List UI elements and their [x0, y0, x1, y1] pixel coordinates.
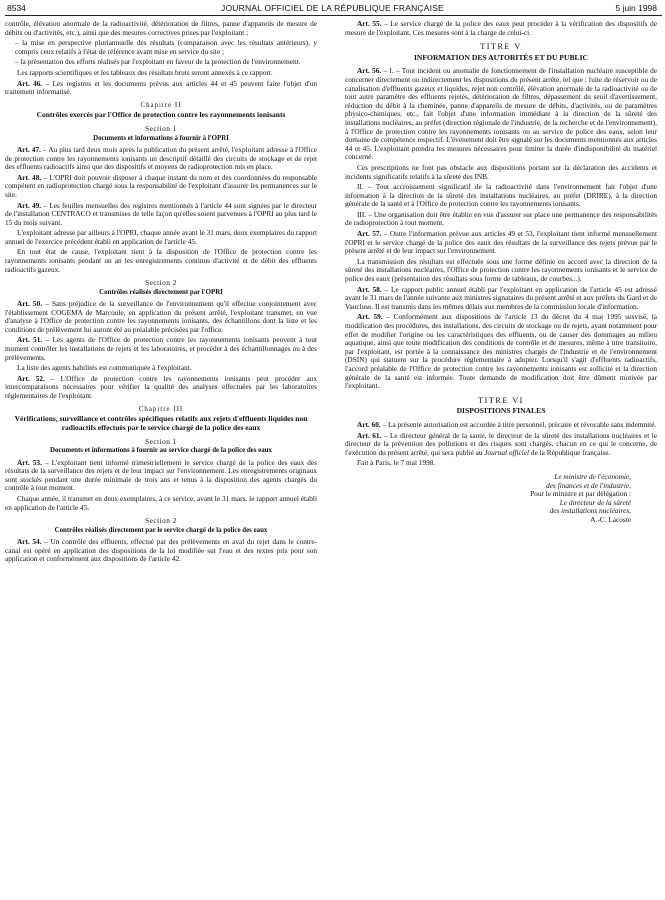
signatory-line: Le ministre de l'économie, [554, 471, 631, 481]
paragraph: III. – Une organisation doit être établie en vue d'assurer sur place une permanence des responsabilités de radioprotection à tout moment. [345, 209, 657, 228]
article-label: Art. 59. [357, 312, 383, 322]
paragraph: Ces prescriptions ne font pas obstacle aux dispositions portant sur la déclaration des accidents et incidents significatifs relatifs à la sûreté des INB. [345, 162, 657, 181]
journal-title: JOURNAL OFFICIEL DE LA RÉPUBLIQUE FRANÇAISE [221, 3, 444, 13]
article-label: Art. 46. [17, 78, 43, 88]
article-56 [345, 67, 657, 162]
article-text: – Les feuilles mensuelles des registres mentionnés à l'article 44 sont signées par le directeur de l'installation CENTRACO et transmises de telle façon qu'elles soient parvenues à l'OPRI au plus tard le 15 du mois suivant. [5, 200, 318, 227]
article-label: Art. 50. [17, 299, 43, 309]
article-53 [5, 459, 317, 493]
article-label: Art. 52. [17, 373, 45, 383]
signature-date: Fait à Paris, le 7 mai 1998. [357, 458, 436, 468]
article-label: Art. 57. [357, 229, 382, 239]
article-text: – Outre l'information prévue aux articles 49 et 53, l'exploitant tient informé mensuellement l'OPRI et le service chargé de la police des eaux des résultats de la surveillance des rejets prévue par le présent arrêté et de leur impact sur l'environnement. [345, 229, 657, 256]
article-46 [5, 80, 317, 97]
article-55 [345, 20, 657, 37]
article-50 [5, 300, 317, 334]
article-text: – La présente autorisation est accordée à titre personnel, précaire et révocable sans indemnité. [380, 419, 657, 429]
section-heading: Section 1 [145, 436, 177, 446]
page-number: 8534 [7, 3, 26, 13]
article-text: – Sans préjudice de la surveillance de l'environnement qu'il effectue conjointement avec l'établissement COGEMA de Marcoule, en application du présent arrêté, l'exploitant transmet, en vue d'analyse à l'Office de protection contre les rayonnements ionisants, des échantillons dont la liste et les conditions de prélèvement lui auront été au préalable précisées par l'office. [5, 299, 317, 334]
paragraph: Chaque année, il transmet en deux exemplaires, à ce service, avant le 31 mars, le rapport annuel établi en application de l'article 45. [5, 493, 317, 512]
article-text: – Au plus tard deux mois après la publication du présent arrêté, l'exploitant adresse à l'Office de protection contre les rayonnements ionisants un descriptif détaillé des circuits de stockage et de rejet des effluents radioactifs ainsi que des dispositifs et moyens de radioprotection mis en place. [5, 144, 317, 172]
article-label: Art. 48. [17, 172, 42, 182]
article-label: Art. 55. [357, 19, 382, 28]
article-text: – Le service chargé de la police des eaux peut procéder à la vérification des dispositifs de mesure de l'exploitant. Ces mesures sont à la charge de celui-ci. [345, 19, 657, 37]
bullet-item: – la présentation des efforts réalisés par l'exploitant en faveur de la protection de l'environnement. [15, 57, 301, 67]
delegation-line: Pour le ministre et par délégation : [530, 489, 631, 499]
section-title: Contrôles réalisés directement par le service chargé de la police des eaux [54, 526, 268, 534]
paragraph: En tout état de cause, l'exploitant tient à la disposition de l'Office de protection contre les rayonnements ionisants pendant un an les enregistrements continus d'activité et de débit des effluents radioactifs gazeux. [5, 247, 317, 274]
article-text: – Conformément aux dispositions de l'article 13 du décret du 4 mai 1995 susvisé, la modification des procédures, des installations, des circuits de stockage ou de rejets, ayant notamment pour effet de modifier l'origine ou les caractéristiques des effluents, ou de causer des dommages au milieu aquatique, ainsi que toute modification des conditions de contrôle et de mesures, même à titre transitoire, par l'exploitant, est portée à la connaissance des ministres chargés de l'industrie et de l'environnement (DSIN) qui statuent sur la procédure réglementaire à adopter. Lorsqu'il s'agit d'effluents radioactifs, l'accord préalable de l'Office de protection contre les rayonnements ionisants est sollicité et la direction générale de la santé est informée. Toute demande de modification doit être dûment motivée par l'exploitant. [345, 312, 657, 391]
section-heading: Section 1 [145, 124, 177, 134]
journal-reference: Journal officiel [484, 447, 530, 457]
article-label: Art. 49. [17, 200, 42, 210]
paragraph: II. – Tout accroissement significatif de la radioactivité dans l'environnement fait l'objet d'une information à la direction de la sûreté des installations nucléaires, au préfet (DRIRE), à la direction générale de la santé et à l'Office de protection contre les rayonnements ionisants. [345, 182, 657, 209]
title-subject: INFORMATION DES AUTORITÉS ET DU PUBLIC [413, 52, 589, 62]
article-label: Art. 54. [17, 536, 42, 546]
article-51 [5, 336, 317, 362]
section-heading: Section 2 [145, 516, 177, 526]
article-text: – L'OPRI doit pouvoir disposer à chaque instant du nom et des coordonnées du responsable compétent en radioprotection chargé sous la responsabilité de l'exploitant d'assurer les permanences sur le site. [5, 172, 317, 199]
title-subject: DISPOSITIONS FINALES [456, 406, 546, 416]
article-text: – Un contrôle des effluents, effectué par des prélèvements en aval du rejet dans le contre-canal est opéré en application des dispositions de la loi modifiée sur l'eau et des textes pris pour son application et conformément aux dispositions de l'article 42. [5, 536, 318, 564]
article-text: – Le directeur général de la santé, le directeur de la sûreté des installations nucléaires et le directeur de la prévention des pollutions et des risques sont chargés, chacun en ce qui le concerne, de l'exécution du présent arrêté, qui sera publié au [345, 430, 657, 457]
article-58 [345, 286, 657, 312]
title-heading: TITRE VI [478, 395, 524, 405]
article-label: Art. 60. [357, 419, 381, 429]
article-label: Art. 47. [17, 144, 41, 154]
signature-block [345, 473, 657, 525]
article-57 [345, 230, 657, 256]
signatory-name: A.-C. Lacoste [590, 514, 631, 524]
section-title: Documents et informations à fournir à l'OPRI [93, 134, 229, 142]
section-heading: Section 2 [145, 278, 177, 288]
article-47 [5, 146, 317, 172]
article-text: – Les agents de l'Office de protection contre les rayonnements ionisants peuvent à tout moment contrôler les installations de rejets et les laboratoires, et procéder à des échantillonnages ou à des prélèvements. [5, 335, 317, 362]
chapter-title: Contrôles exercés par l'Office de protection contre les rayonnements ionisants [36, 110, 286, 120]
article-label: Art. 58. [357, 284, 382, 294]
article-text: – Le rapport public annuel établi par l'exploitant en application de l'article 45 est adressé avant le 31 mars de l'année suivante aux ministres signataires du présent arrêté et aux préfets du Gard et de Vaucluse. Il est transmis dans les mêmes délais aux membres de la commission locale d'information. [345, 284, 657, 311]
signatory-line: Le directeur de la sûreté [559, 497, 631, 507]
paragraph: Les rapports scientifiques et les tableaux des résultats bruts seront annexés à ce rapport. [17, 67, 273, 77]
chapter-title: Vérifications, surveillance et contrôles spécifiques relatifs aux rejets d'effluents liquides non radioactifs effectués par le service chargé de la police des eaux [14, 414, 308, 432]
section-title: Contrôles réalisés directement par l'OPRI [99, 288, 223, 296]
left-column [5, 20, 317, 566]
article-text: – Les registres et les documents prévus aux articles 44 et 45 peuvent faire l'objet d'un traitement informatisé. [5, 78, 317, 97]
article-52 [5, 375, 317, 401]
article-text: – L'Office de protection contre les rayonnements ionisants peut procéder aux intercomparaisons nécessaires pour vérifier la qualité des analyses effectuées par les laboratoires réglementaires de l'exploitant. [5, 373, 317, 400]
article-label: Art. 61. [357, 430, 382, 440]
chapter-heading: Chapitre II [140, 101, 182, 109]
header-rule [5, 15, 662, 16]
article-61 [345, 432, 657, 458]
paragraph: La transmission des résultats est effectuée sous une forme définie en accord avec la direction de la sûreté des installations nucléaires, l'Office de protection contre les rayonnements ionisants et le service de police des eaux (présentation des résultats sous forme de tableaux, de courbes...). [345, 256, 657, 284]
article-text: – I. – Tout incident ou anomalie de fonctionnement de l'installation nucléaire susceptible de concerner directement ou indirectement les dispositions du présent arrêté, tel que : fuite de réservoir ou de canalisation d'effluents gazeux et liquides, rejet non contrôlé, élévation anormale de la radioactivité ou de tout autre paramètre des effluents rejetés, détérioration de filtres, dépassement du seuil d'avertissement, réduction du débit à la cheminée, panne d'appareils de mesure de débits, d'activités, ou de paramètres physico-chimiques, etc., fait l'objet d'une information immédiate à la direction de la sûreté des installations nucléaires, au préfet (direction régionale de l'industrie, de la recherche et de l'environnement), à l'Office de protection contre les rayonnements ionisants ou au service de police des eaux, selon leur domaine de compétence respectif. L'événement doit être signalé sur les documents mentionnés aux articles 44 et 45. L'exploitant prendra les mesures nécessaires pour limiter la durée d'indisponibilité du matériel concerné. [345, 66, 657, 162]
paragraph: La liste des agents habilités est communiquée à l'exploitant. [17, 363, 192, 373]
article-59 [345, 313, 657, 390]
issue-date: 5 juin 1998 [615, 3, 657, 13]
title-heading: TITRE V [480, 42, 522, 52]
article-text: – L'exploitant tient informé trimestriellement le service chargé de la police des eaux des résultats de la surveillance des rejets et de leur impact sur l'environnement. Les enregistrements originaux sont stockés pendant une durée minimale de trois ans et tenus à la disposition des agents chargés du contrôle à tout moment. [5, 457, 317, 493]
article-60 [345, 421, 657, 430]
signatory-line: des installations nucléaires, [549, 506, 631, 516]
article-54 [5, 538, 317, 564]
article-49 [5, 202, 317, 228]
article-label: Art. 56. [357, 66, 382, 76]
article-text-end: de la République française. [529, 447, 611, 457]
right-column [345, 20, 657, 524]
article-label: Art. 53. [17, 457, 42, 467]
chapter-heading: Chapitre III [138, 405, 184, 413]
paragraph: L'exploitant adresse par ailleurs à l'OPRI, chaque année avant le 31 mars, deux exemplaires du rapport annuel de l'exercice précédent établi en application de l'article 45. [5, 228, 317, 246]
article-label: Art. 51. [17, 335, 43, 345]
section-title: Documents et informations à fournir au service chargé de la police des eaux [50, 447, 272, 455]
bullet-item: – la mise en perspective pluriannuelle des résultats (comparaison avec les résultats antérieurs), y compris ceux relatifs à l'état de référence avant mise en service du site ; [15, 38, 317, 56]
paragraph: contrôle, élévation anormale de la radioactivité, détérioration de filtres, panne d'appareils de mesure de débits ou d'activités, etc.), ainsi que des mesures correctives prises par l'exploitant ; [5, 19, 317, 37]
article-48 [5, 174, 317, 200]
signatory-line: des finances et de l'industrie, [546, 480, 631, 490]
